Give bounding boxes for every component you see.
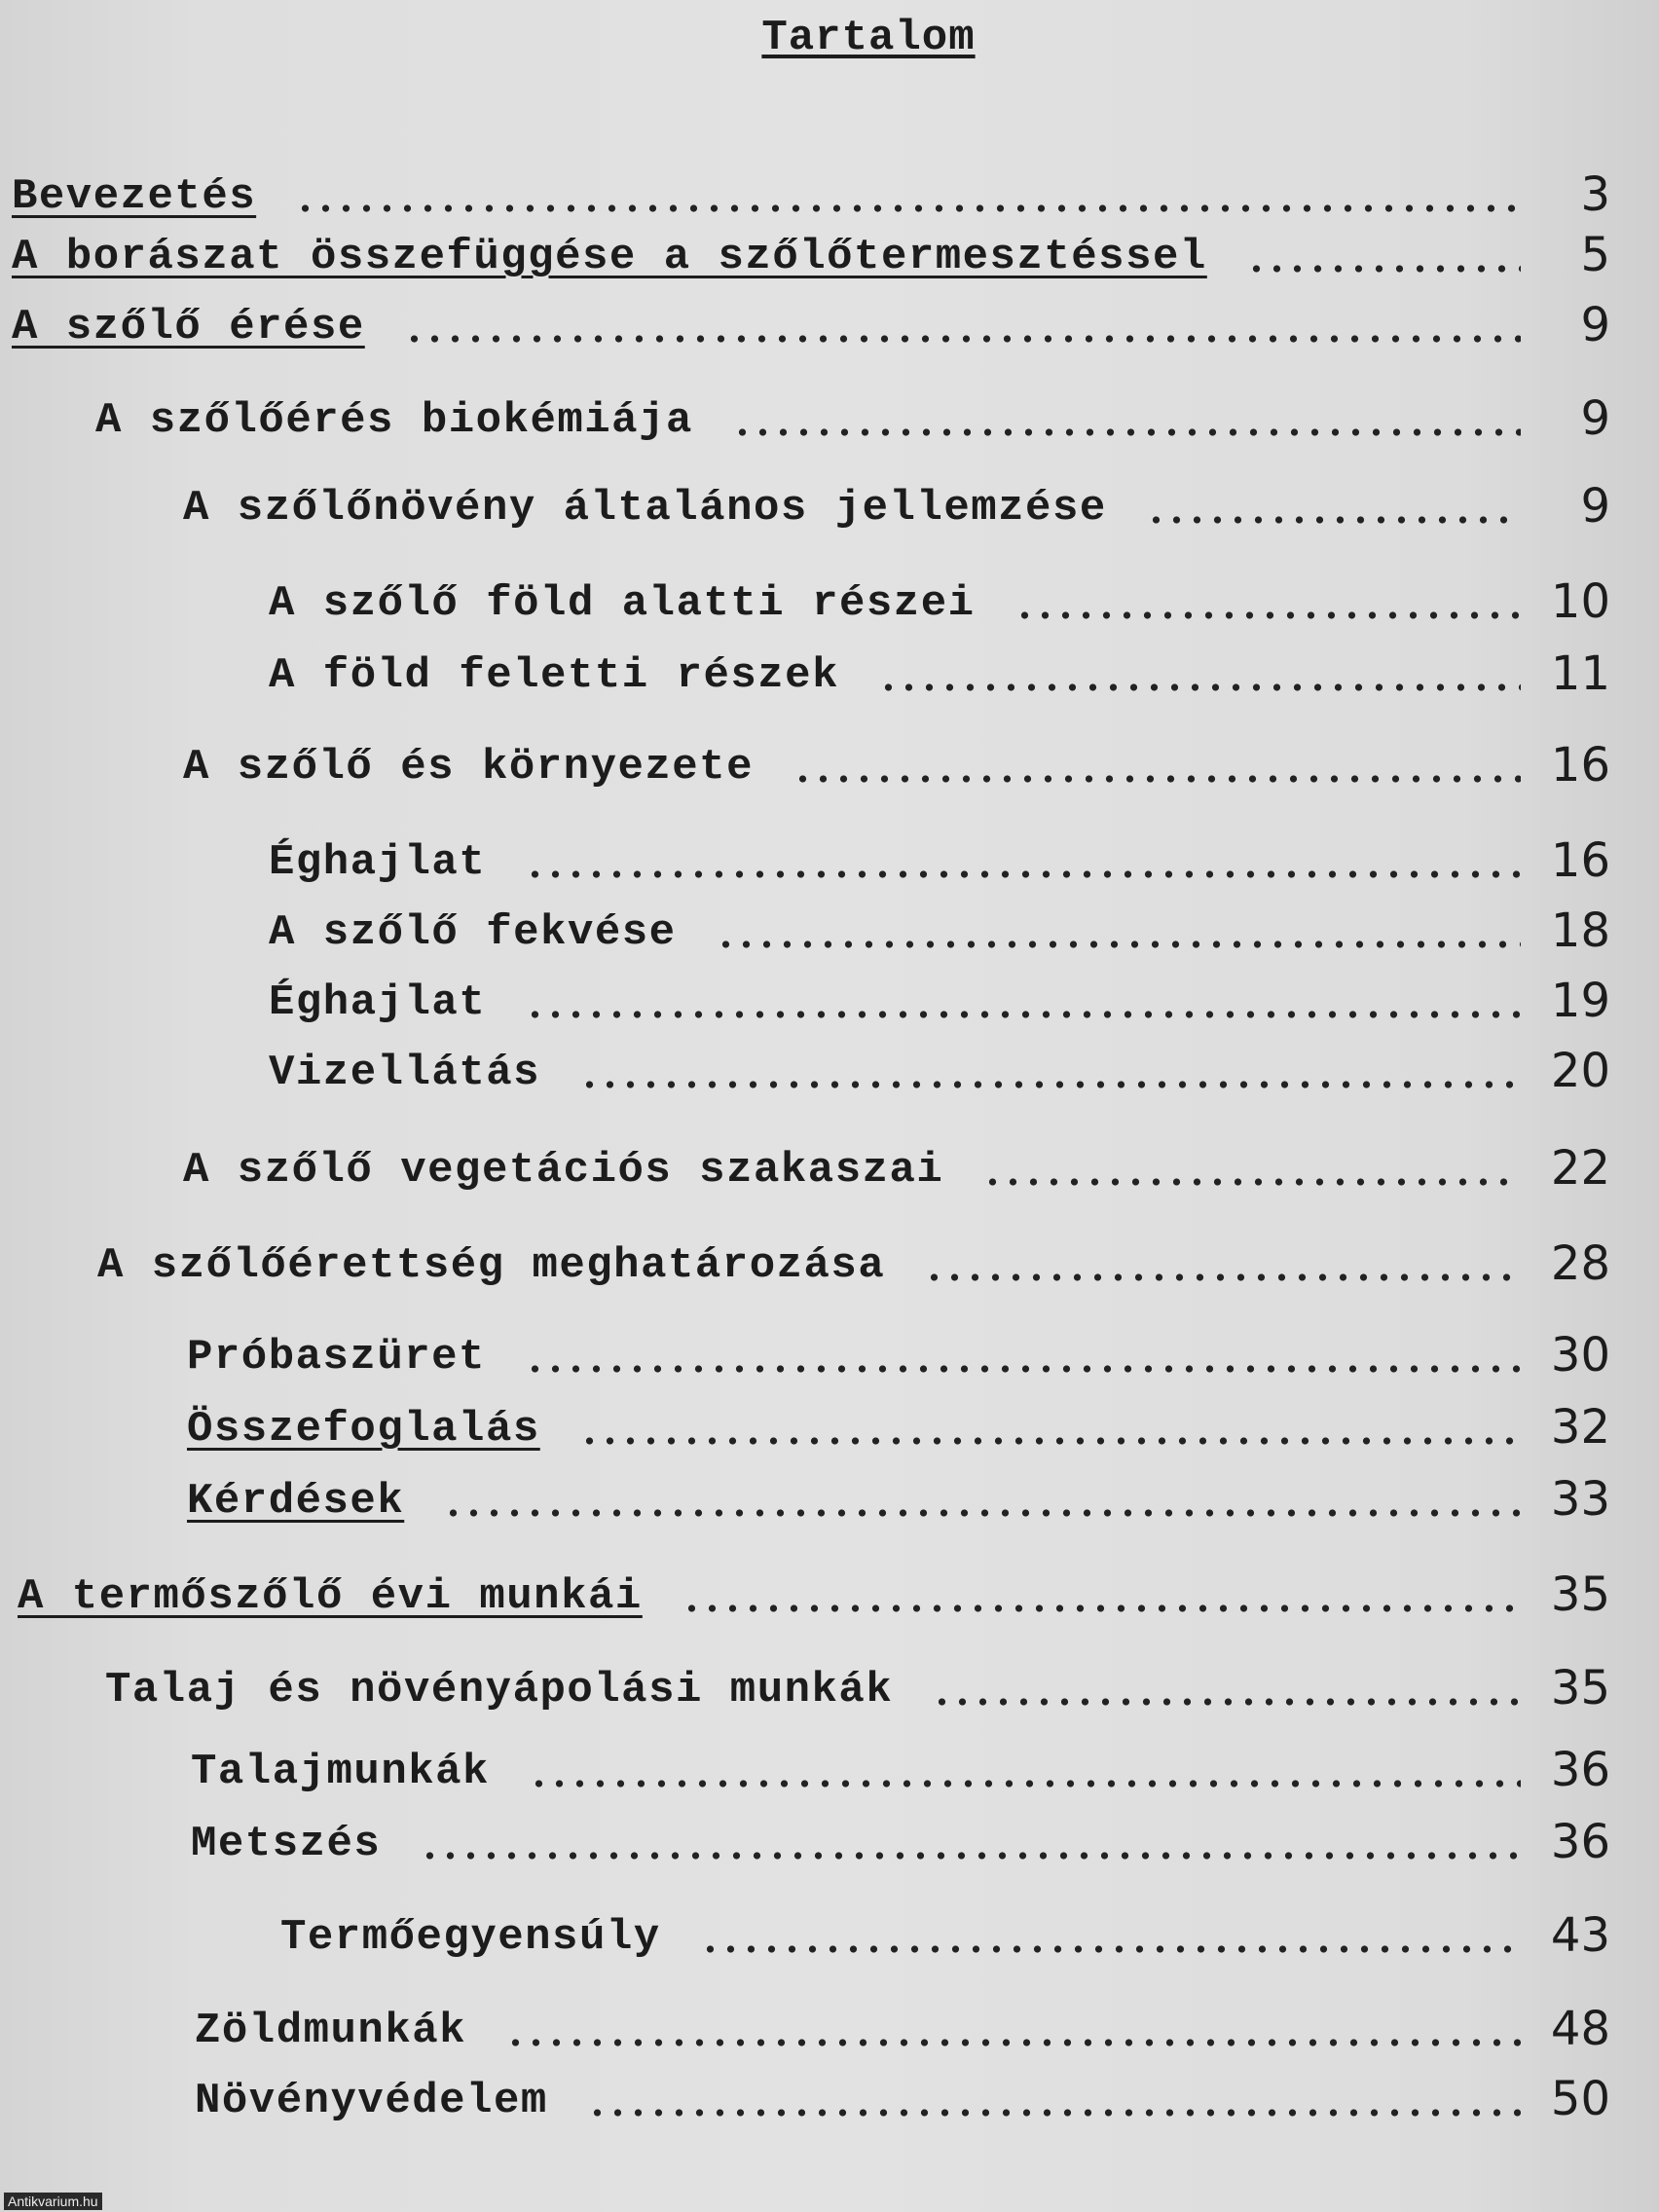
toc-entry-label: Kérdések xyxy=(187,1477,405,1526)
toc-entry-label: A termőszőlő évi munkái xyxy=(18,1572,643,1621)
toc-leader-dots xyxy=(932,1698,1521,1706)
toc-entry xyxy=(183,1137,1610,1196)
toc-leader-dots xyxy=(732,428,1521,436)
toc-entry-label: Bevezetés xyxy=(12,172,257,221)
toc-entry-label: A szőlőérés biokémiája xyxy=(95,396,693,445)
toc-entry xyxy=(269,900,1610,958)
toc-entry-label: Zöldmunkák xyxy=(195,2007,467,2055)
toc-entry-label: Éghajlat xyxy=(269,838,487,887)
toc-entry-label: Talajmunkák xyxy=(191,1748,490,1796)
toc-leader-dots xyxy=(529,1780,1521,1788)
toc-page-number: 16 xyxy=(1550,833,1610,888)
toc-page-number: 9 xyxy=(1580,479,1610,534)
toc-entry-label: A szőlő föld alatti részei xyxy=(269,579,976,628)
toc-entry xyxy=(195,1998,1610,2056)
toc-leader-dots xyxy=(982,1178,1521,1186)
toc-leader-dots xyxy=(1146,516,1521,524)
toc-entry xyxy=(97,1233,1610,1291)
toc-entry-label: Próbaszüret xyxy=(187,1333,486,1382)
toc-entry-label: A szőlő fekvése xyxy=(269,908,677,957)
toc-entry xyxy=(280,1904,1610,1963)
watermark: Antikvarium.hu xyxy=(4,2193,102,2210)
toc-entry xyxy=(187,1324,1610,1382)
toc-entry-label: Összefoglalás xyxy=(187,1405,540,1454)
page-title: Tartalom xyxy=(761,14,976,62)
toc-leader-dots xyxy=(579,1437,1521,1445)
toc-page-number: 9 xyxy=(1580,298,1610,352)
toc-entry xyxy=(269,970,1610,1028)
toc-leader-dots xyxy=(682,1604,1521,1612)
toc-entry xyxy=(269,643,1610,701)
toc-leader-dots xyxy=(1246,265,1521,273)
toc-entry-label: A szőlő érése xyxy=(12,303,365,351)
toc-entry xyxy=(12,224,1610,282)
toc-entry-label: A szőlőnövény általános jellemzése xyxy=(183,484,1107,533)
toc-page-number: 43 xyxy=(1550,1908,1610,1963)
toc-page-number: 18 xyxy=(1550,903,1610,958)
toc-leader-dots xyxy=(579,1081,1521,1088)
toc-entry xyxy=(12,294,1610,352)
toc-leader-dots xyxy=(505,2039,1521,2046)
toc-entry xyxy=(183,734,1610,793)
toc-page-number: 32 xyxy=(1550,1400,1610,1455)
toc-leader-dots xyxy=(525,870,1521,878)
toc-page-number: 11 xyxy=(1550,646,1610,701)
toc-entry-label: Éghajlat xyxy=(269,978,487,1027)
toc-page-number: 9 xyxy=(1580,391,1610,446)
toc-leader-dots xyxy=(793,775,1521,783)
toc-page-number: 28 xyxy=(1550,1236,1610,1291)
toc-leader-dots xyxy=(443,1509,1521,1517)
toc-page-number: 16 xyxy=(1550,738,1610,793)
toc-leader-dots xyxy=(295,204,1521,212)
toc-leader-dots xyxy=(1014,611,1521,619)
toc-entry-label: A szőlő vegetációs szakaszai xyxy=(183,1146,944,1195)
toc-leader-dots xyxy=(404,335,1521,343)
toc-entry xyxy=(195,2068,1610,2126)
toc-page-number: 5 xyxy=(1580,228,1610,282)
toc-page-number: 48 xyxy=(1550,2002,1610,2056)
toc-page-number: 33 xyxy=(1550,1472,1610,1527)
toc-entry xyxy=(269,1040,1610,1098)
toc-leader-dots xyxy=(587,2109,1521,2117)
toc-entry xyxy=(183,475,1610,534)
toc-entry xyxy=(105,1657,1610,1715)
toc-page-number: 35 xyxy=(1550,1567,1610,1622)
toc-entry-label: Növényvédelem xyxy=(195,2077,548,2125)
toc-leader-dots xyxy=(924,1273,1521,1281)
toc-entry-label: Talaj és növényápolási munkák xyxy=(105,1666,894,1714)
toc-entry-label: A borászat összefüggése a szőlőtermesztéssel xyxy=(12,233,1207,281)
toc-page-number: 30 xyxy=(1550,1328,1610,1382)
toc-entry-label: Vizellátás xyxy=(269,1049,541,1097)
toc-page-number: 10 xyxy=(1550,574,1610,629)
toc-entry xyxy=(269,571,1610,629)
toc-page-number: 3 xyxy=(1580,167,1610,222)
toc-leader-dots xyxy=(700,1945,1521,1953)
toc-entry xyxy=(187,1468,1610,1527)
toc-page-number: 22 xyxy=(1550,1141,1610,1196)
toc-entry xyxy=(187,1396,1610,1455)
toc-page-number: 20 xyxy=(1550,1044,1610,1098)
toc-page-number: 50 xyxy=(1550,2072,1610,2126)
toc-entry xyxy=(269,830,1610,888)
toc-entry-label: A szőlő és környezete xyxy=(183,743,754,792)
toc-entry xyxy=(95,387,1610,446)
toc-leader-dots xyxy=(878,683,1521,691)
toc-leader-dots xyxy=(525,1011,1521,1018)
toc-page-number: 36 xyxy=(1550,1815,1610,1869)
toc-leader-dots xyxy=(525,1365,1521,1373)
toc-page-number: 36 xyxy=(1550,1743,1610,1797)
toc-page-number: 35 xyxy=(1550,1661,1610,1715)
toc-entry xyxy=(191,1811,1610,1869)
toc-leader-dots xyxy=(420,1852,1521,1860)
toc-leader-dots xyxy=(716,940,1521,948)
toc-entry-label: A szőlőérettség meghatározása xyxy=(97,1241,886,1290)
toc-entry-label: A föld feletti részek xyxy=(269,651,839,700)
toc-entry-label: Termőegyensúly xyxy=(280,1913,661,1962)
toc-entry xyxy=(12,164,1610,222)
toc-entry-label: Metszés xyxy=(191,1820,382,1868)
toc-entry xyxy=(191,1739,1610,1797)
toc-entry xyxy=(18,1564,1610,1622)
toc-page-number: 19 xyxy=(1550,974,1610,1028)
